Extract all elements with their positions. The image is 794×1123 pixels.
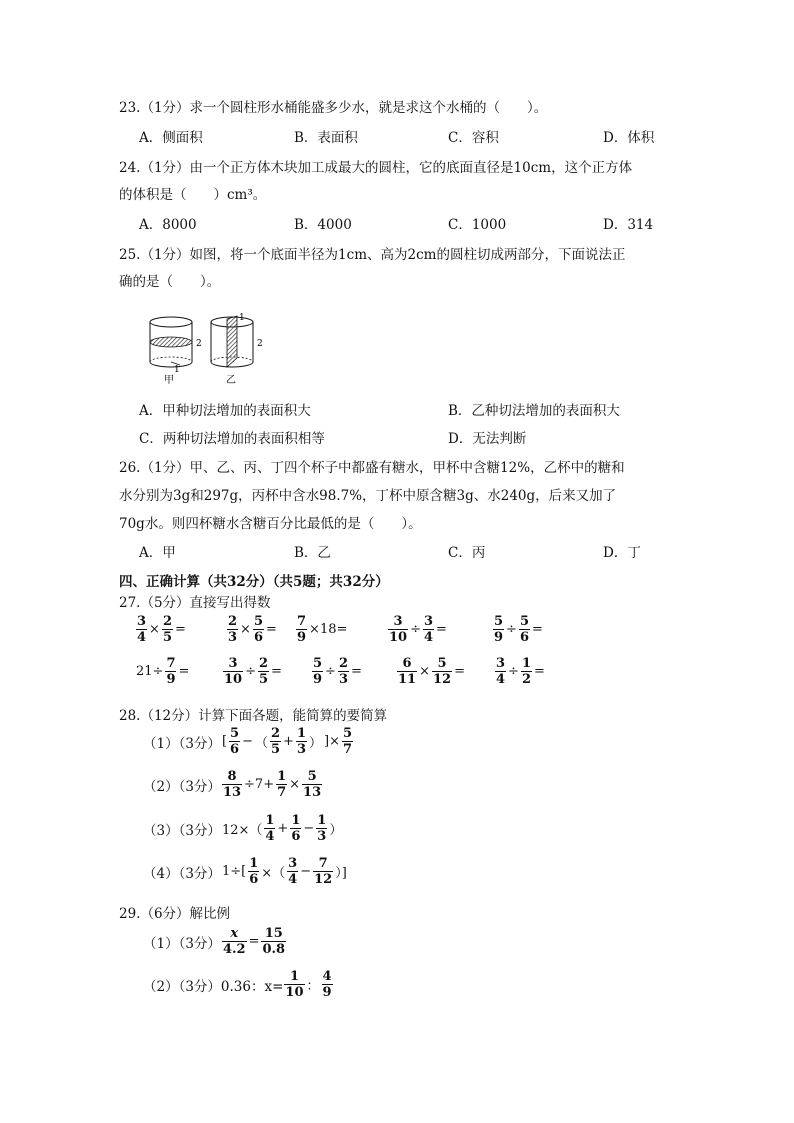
q24-option-b: B．4000 (294, 217, 352, 233)
q28-part-4: （4）（3分） 1÷[ $\frac{1}{6}$ ×（ $\frac{3}{4}$ − $\frac{7}{12}$ ）] (143, 856, 347, 887)
q27-item-9: $\frac{6}{11}$ × $\frac{5}{12}$ = (398, 656, 465, 687)
q24-stem-line1: 24.（1分）由一个正方体木块加工成最大的圆柱，它的底面直径是10cm，这个正方体 (119, 160, 633, 176)
q27-item-1: $\frac{3}{4}$ × $\frac{2}{5}$ = (137, 614, 186, 645)
q26-option-d: D．丁 (603, 545, 641, 561)
figure-a-height-label: 2 (196, 339, 202, 349)
q26-option-b: B．乙 (294, 545, 331, 561)
q23-option-a: A．侧面积 (139, 130, 203, 146)
q29-stem: 29.（6分）解比例 (119, 906, 231, 922)
q24-option-c: C．1000 (448, 217, 507, 233)
q26-option-a: A．甲 (139, 545, 176, 561)
figure-a-radius-label: 1 (174, 365, 180, 375)
q25-option-b: B．乙种切法增加的表面积大 (448, 403, 620, 419)
q28-part-1: （1）（3分） [ $\frac{5}{6}$ − （ $\frac{2}{5}$ + $\frac{1}{3}$ ） ]× $\frac{5}{7}$ (143, 726, 353, 757)
q23-option-d: D．体积 (603, 130, 655, 146)
q27-item-2: $\frac{2}{3}$ × $\frac{5}{6}$ = (228, 614, 277, 645)
q24-stem-line2: 的体积是（ ）cm³。 (119, 187, 267, 203)
q25-option-d: D．无法判断 (448, 431, 527, 447)
q27-item-8: $\frac{5}{9}$ ÷ $\frac{2}{3}$ = (313, 656, 362, 687)
section-title: 四、正确计算（共32分）（共5题；共32分） (119, 574, 389, 590)
figure-b-height-label: 2 (257, 339, 263, 349)
q27-item-7: $\frac{3}{10}$ ÷ $\frac{2}{5}$ = (224, 656, 282, 687)
q26-option-c: C．丙 (448, 545, 486, 561)
q28-part-2: （2）（3分） $\frac{8}{13}$ ÷7+ $\frac{1}{7}$ × $\frac{5}{13}$ (143, 769, 322, 800)
q23-option-b: B．表面积 (294, 130, 358, 146)
figure-label-yi: 乙 (226, 375, 236, 386)
q29-part-2: （2）（3分）0.36：x= $\frac{1}{10}$ ： $\frac{4}{9}$ (143, 969, 332, 1000)
q28-stem: 28.（12分）计算下面各题，能简算的要简算 (119, 708, 388, 724)
q27-item-3: $\frac{7}{9}$ ×18= (297, 614, 348, 645)
q27-stem: 27.（5分）直接写出得数 (119, 595, 271, 611)
cylinder-figure (140, 310, 280, 390)
cylinder-a (150, 317, 192, 367)
q24-option-d: D．314 (603, 217, 654, 233)
q26-stem-line1: 26.（1分）甲、乙、丙、丁四个杯子中都盛有糖水，甲杯中含糖12%，乙杯中的糖和 (119, 460, 625, 476)
cylinder-b (211, 316, 253, 367)
q27-item-10: $\frac{3}{4}$ ÷ $\frac{1}{2}$ = (496, 656, 545, 687)
q27-item-6: 21÷ $\frac{7}{9}$ = (136, 656, 190, 687)
figure-b-radius-label: 1 (239, 313, 245, 323)
q25-option-a: A．甲种切法增加的表面积大 (139, 403, 311, 419)
q27-item-5: $\frac{5}{9}$ ÷ $\frac{5}{6}$ = (494, 614, 543, 645)
q24-option-a: A．8000 (139, 217, 197, 233)
q26-stem-line3: 70g水。则四杯糖水含糖百分比最低的是（ ）。 (119, 516, 422, 532)
q23-option-c: C．容积 (448, 130, 499, 146)
q25-stem-line1: 25.（1分）如图，将一个底面半径为1cm、高为2cm的圆柱切成两部分，下面说法正 (119, 247, 626, 263)
q25-stem-line2: 确的是（ ）。 (119, 274, 221, 290)
q28-part-3: （3）（3分） 12×（ $\frac{1}{4}$ + $\frac{1}{6}$ − $\frac{1}{3}$ ） (143, 813, 343, 844)
q26-stem-line2: 水分别为3g和297g，丙杯中含水98.7%，丁杯中原含糖3g、水240g，后来又加了 (119, 488, 617, 504)
q29-part-1: （1）（3分） $\frac{x}{4.2}$ = $\frac{15}{0.8}$ (143, 926, 286, 957)
q23-stem: 23.（1分）求一个圆柱形水桶能盛多少水，就是求这个水桶的（ ）。 (119, 100, 548, 116)
figure-label-jia: 甲 (164, 375, 174, 386)
q27-item-4: $\frac{3}{10}$ ÷ $\frac{3}{4}$ = (389, 614, 447, 645)
q25-option-c: C．两种切法增加的表面积相等 (139, 431, 325, 447)
